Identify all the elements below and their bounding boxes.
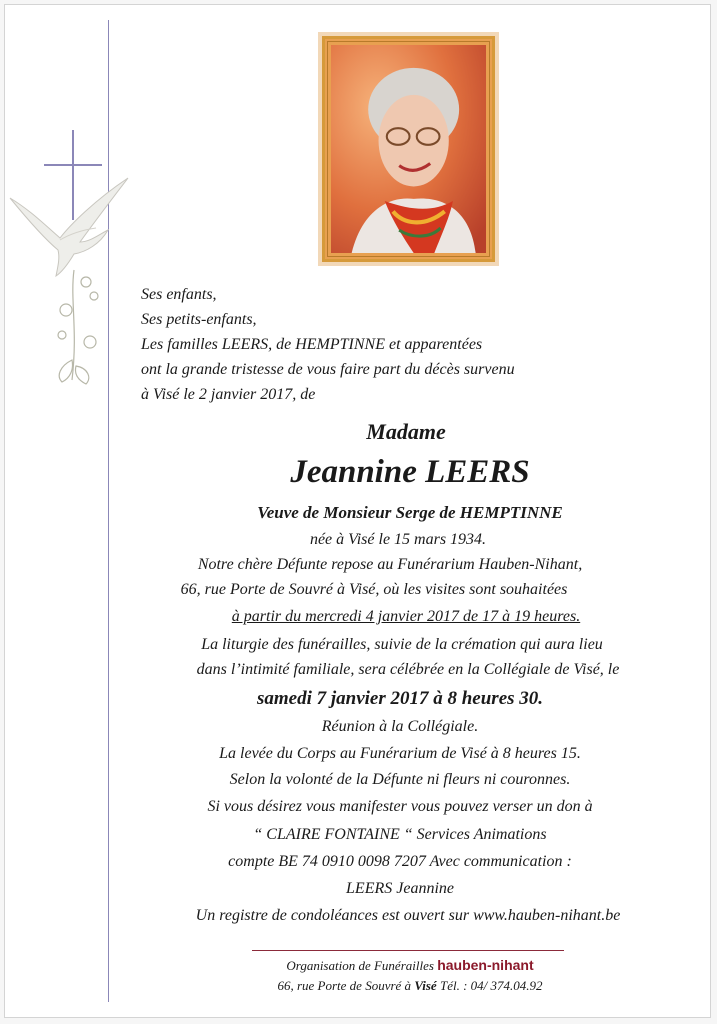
deceased-widow: Veuve de Monsieur Serge de HEMPTINNE <box>257 503 563 522</box>
detail-address: 66, rue Porte de Souvré à Visé, où les visites sont souhaitées <box>180 581 568 598</box>
brand-logo: hauben-nihant <box>437 957 534 973</box>
family-line-grandchildren: Ses petits-enfants, <box>141 311 257 328</box>
detail-no-flowers: Selon la volonté de la Défunte ni fleurs ni couronnes. <box>229 771 571 788</box>
footer-phone: Tél. : 04/ 374.04.92 <box>439 978 543 993</box>
detail-communication: LEERS Jeannine <box>346 880 454 897</box>
footer-address <box>180 978 640 994</box>
family-line-children: Ses enfants, <box>141 286 217 303</box>
family-line-place-date: à Visé le 2 janvier 2017, de <box>141 386 316 403</box>
detail-meeting: Réunion à la Collégiale. <box>321 718 479 735</box>
family-line-families: Les familles LEERS, de HEMPTINNE et apparentées <box>141 336 483 353</box>
dove-cross-decoration <box>0 130 140 400</box>
detail-donation: Si vous désirez vous manifester vous pouvez verser un don à <box>207 798 593 815</box>
detail-account: compte BE 74 0910 0098 7207 Avec communication : <box>228 853 572 870</box>
portrait-photo <box>322 36 495 262</box>
footer-address-street: 66, rue Porte de Souvré à <box>277 978 412 993</box>
deceased-title: Madame <box>366 419 446 444</box>
detail-register: Un registre de condoléances est ouvert sur www.hauben-nihant.be <box>195 907 621 924</box>
deceased-birth: née à Visé le 15 mars 1934. <box>309 531 487 548</box>
footer-org-label: Organisation de Funérailles <box>286 958 434 973</box>
deceased-name: Jeannine LEERS <box>290 454 530 490</box>
detail-ceremony-date: samedi 7 janvier 2017 à 8 heures 30. <box>256 688 544 709</box>
footer-address-city: Visé <box>414 978 437 993</box>
footer-rule <box>252 950 564 951</box>
flower-icon <box>58 270 98 384</box>
detail-funerarium: Notre chère Défunte repose au Funérarium Hauben-Nihant, <box>197 556 583 573</box>
detail-charity: “ CLAIRE FONTAINE “ Services Animations <box>253 826 547 843</box>
detail-liturgy: La liturgie des funérailles, suivie de la crémation qui aura lieu <box>201 636 603 653</box>
detail-ceremony: dans l’intimité familiale, sera célébrée en la Collégiale de Visé, le <box>196 661 620 678</box>
footer-organisation <box>180 957 640 974</box>
portrait-frame <box>318 32 499 266</box>
family-line-announcement: ont la grande tristesse de vous faire part du décès survenu <box>141 361 515 378</box>
detail-levee: La levée du Corps au Funérarium de Visé à 8 heures 15. <box>219 745 581 762</box>
detail-visits: à partir du mercredi 4 janvier 2017 de 17 à 19 heures. <box>231 608 581 625</box>
dove-icon <box>10 178 128 276</box>
portrait-image <box>331 45 486 253</box>
